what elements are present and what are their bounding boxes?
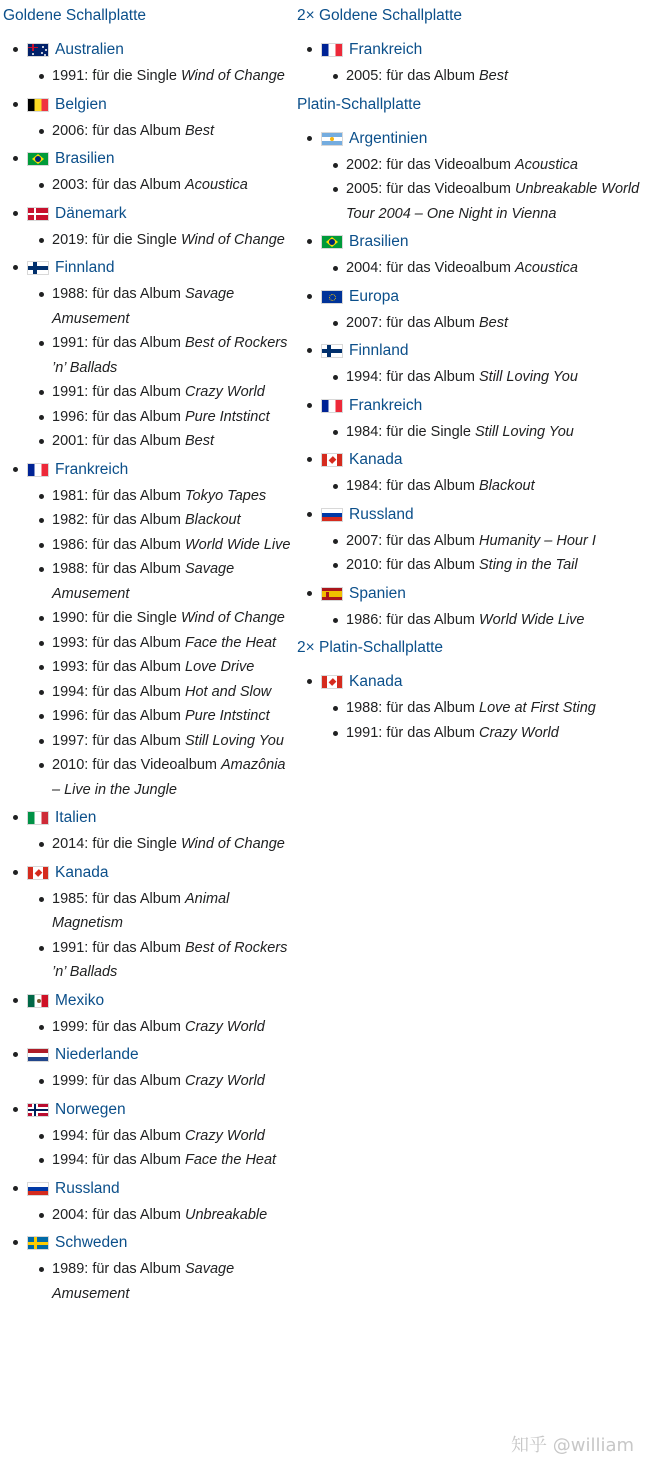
award-item [27, 484, 293, 509]
award-list [321, 474, 658, 499]
award-list [27, 1124, 293, 1173]
award-item [27, 1203, 293, 1228]
award-item [27, 936, 293, 985]
award-prefix: 1984: für die Single [346, 423, 475, 440]
country-list [297, 38, 658, 89]
award-prefix: 1996: für das Album [52, 408, 185, 425]
award-list [27, 173, 293, 198]
award-title: Best [479, 68, 509, 84]
europe-flag-icon [321, 290, 343, 304]
award-item [321, 529, 658, 554]
country-item [297, 670, 658, 745]
award-title: Wind of Change [180, 231, 285, 248]
country-link[interactable] [27, 1098, 293, 1122]
country-item [3, 202, 293, 253]
award-prefix: 1991: für das Album [52, 335, 185, 351]
country-name[interactable]: Russland [349, 505, 414, 523]
award-title: Amazônia – Live in the Jungle [52, 757, 286, 798]
section-heading: Goldene Schallplatte [3, 7, 147, 24]
award-item [27, 729, 293, 754]
country-item [297, 285, 658, 336]
award-prefix: 1986: für das Album [52, 536, 185, 553]
finland-flag-icon [27, 261, 49, 275]
award-title: Sting in the Tail [479, 557, 578, 573]
award-prefix: 1994: für das Album [52, 1152, 185, 1168]
country-link[interactable] [321, 503, 658, 527]
award-item [321, 608, 658, 633]
country-link[interactable] [27, 38, 293, 62]
award-title: Love at First Sting [479, 700, 596, 716]
award-prefix: 1994: für das Album [346, 369, 479, 385]
award-prefix: 1991: für das Album [52, 939, 185, 956]
award-list [321, 153, 658, 227]
award-item [27, 1148, 293, 1173]
country-item [3, 806, 293, 857]
award-prefix: 1990: für die Single [52, 610, 181, 626]
award-prefix: 2019: für die Single [52, 231, 181, 248]
award-item [27, 1069, 293, 1094]
country-link[interactable] [321, 448, 658, 472]
award-list [27, 1069, 293, 1094]
award-title: Crazy World [185, 1018, 265, 1035]
award-item [27, 380, 293, 405]
award-title: Face the Heat [185, 1152, 277, 1168]
country-link[interactable] [321, 285, 658, 309]
country-list [297, 127, 658, 633]
country-link[interactable] [321, 127, 658, 151]
brazil-flag-icon [27, 152, 49, 166]
award-list [27, 1203, 293, 1228]
award-item [27, 655, 293, 680]
award-title: Still Loving You [474, 423, 574, 440]
canada-flag-icon [321, 453, 343, 467]
belgium-flag-icon [27, 98, 49, 112]
country-list [297, 670, 658, 745]
country-name[interactable]: Dänemark [55, 204, 127, 222]
canada-flag-icon [27, 866, 49, 880]
award-list [321, 256, 658, 281]
award-item [27, 887, 293, 936]
award-prefix: 1985: für das Album [52, 890, 185, 907]
spain-flag-icon [321, 587, 343, 601]
country-name[interactable]: Schweden [55, 1234, 128, 1251]
country-item [297, 339, 658, 390]
award-prefix: 1993: für das Album [52, 659, 185, 675]
award-title: Crazy World [185, 1073, 265, 1089]
country-name[interactable]: Mexiko [55, 991, 105, 1009]
country-item [297, 394, 658, 445]
award-item [321, 256, 658, 281]
award-item [27, 557, 293, 606]
award-prefix: 1988: für das Album [52, 286, 185, 302]
section-heading: 2× Platin-Schallplatte [297, 639, 444, 656]
award-prefix: 2004: für das Videoalbum [346, 260, 516, 276]
australia-flag-icon [27, 43, 49, 57]
award-prefix: 2010: für das Album [346, 557, 479, 573]
country-name[interactable]: Argentinien [349, 129, 428, 147]
award-prefix: 1991: für das Album [346, 724, 479, 741]
right-column [297, 0, 658, 749]
country-link[interactable] [27, 861, 293, 885]
award-title: Wind of Change [180, 68, 285, 84]
award-title: Best of Rockers ’n’ Ballads [52, 335, 288, 376]
award-item [321, 474, 658, 499]
country-link[interactable] [321, 339, 658, 363]
award-prefix: 1982: für das Album [52, 512, 185, 528]
country-link[interactable] [27, 1231, 293, 1255]
country-link[interactable] [27, 202, 293, 226]
france-flag-icon [321, 43, 343, 57]
award-list [321, 529, 658, 578]
country-link[interactable] [27, 1177, 293, 1201]
country-name[interactable]: Frankreich [349, 396, 423, 414]
country-name[interactable]: Frankreich [55, 460, 129, 478]
award-prefix: 2007: für das Album [346, 532, 479, 549]
award-title: Crazy World [479, 724, 559, 741]
finland-flag-icon [321, 344, 343, 358]
country-name[interactable]: Frankreich [349, 41, 423, 58]
award-title: Love Drive [185, 659, 255, 675]
award-item [27, 1124, 293, 1149]
award-list [321, 696, 658, 745]
award-title: Humanity – Hour I [479, 532, 596, 549]
country-link[interactable] [27, 458, 293, 482]
award-item [321, 696, 658, 721]
france-flag-icon [321, 399, 343, 413]
award-title: Pure Intstinct [185, 408, 270, 425]
country-name[interactable]: Brasilien [349, 233, 409, 250]
country-link[interactable] [27, 989, 293, 1013]
award-list [27, 484, 293, 803]
award-title: Best of Rockers ’n’ Ballads [52, 939, 288, 980]
award-list [321, 365, 658, 390]
section-heading: Platin-Schallplatte [297, 95, 422, 113]
country-name[interactable]: Kanada [55, 863, 109, 881]
denmark-flag-icon [27, 207, 49, 221]
award-item [27, 832, 293, 857]
award-title: Best [185, 122, 215, 139]
award-prefix: 2003: für das Album [52, 177, 185, 193]
country-name[interactable]: Brasilien [55, 150, 115, 167]
award-prefix: 1988: für das Album [52, 561, 185, 577]
award-prefix: 1988: für das Album [346, 700, 479, 716]
award-title: Pure Intstinct [185, 708, 270, 724]
award-prefix: 2014: für die Single [52, 836, 181, 852]
award-list [27, 1257, 293, 1306]
award-prefix: 1986: für das Album [346, 611, 479, 628]
award-prefix: 2001: für das Album [52, 433, 185, 449]
award-item [321, 311, 658, 336]
country-item [3, 989, 293, 1040]
award-title: World Wide Live [479, 611, 585, 628]
award-title: Wind of Change [180, 610, 285, 626]
country-name[interactable]: Italien [55, 809, 97, 826]
award-list [27, 64, 293, 89]
award-title: Acoustica [185, 177, 248, 193]
award-prefix: 2002: für das Videoalbum [346, 156, 516, 173]
country-name[interactable]: Belgien [55, 95, 107, 113]
award-item [321, 420, 658, 445]
country-name[interactable]: Norwegen [55, 1100, 126, 1118]
country-item [3, 861, 293, 985]
award-title: Blackout [479, 478, 535, 494]
award-prefix: 1989: für das Album [52, 1261, 185, 1277]
award-prefix: 1999: für das Album [52, 1073, 185, 1089]
country-link[interactable] [27, 1043, 293, 1067]
award-title: Hot and Slow [185, 683, 272, 700]
country-item [3, 1098, 293, 1173]
award-prefix: 1981: für das Album [52, 487, 185, 504]
country-name[interactable]: Finnland [55, 259, 115, 276]
award-item [321, 721, 658, 746]
award-title: Still Loving You [185, 732, 284, 749]
award-prefix: 2010: für das Videoalbum [52, 757, 222, 773]
brazil-flag-icon [321, 235, 343, 249]
award-item [321, 365, 658, 390]
award-item [321, 64, 658, 89]
award-title: Savage Amusement [52, 286, 235, 327]
award-prefix: 1996: für das Album [52, 708, 185, 724]
country-item [297, 38, 658, 89]
country-name[interactable]: Kanada [349, 673, 403, 690]
country-link[interactable] [27, 256, 293, 280]
award-prefix: 1994: für das Album [52, 683, 185, 700]
russia-flag-icon [27, 1182, 49, 1196]
country-item [297, 582, 658, 633]
country-item [3, 1043, 293, 1094]
france-flag-icon [27, 463, 49, 477]
award-item [27, 1257, 293, 1306]
award-item [27, 753, 293, 802]
award-prefix: 2006: für das Album [52, 122, 185, 139]
award-prefix: 2005: für das Album [346, 68, 479, 84]
italy-flag-icon [27, 811, 49, 825]
award-item [27, 680, 293, 705]
country-item [3, 458, 293, 803]
award-title: Unbreakable [185, 1206, 268, 1223]
country-item [3, 93, 293, 144]
country-item [297, 503, 658, 578]
country-name[interactable]: Europa [349, 287, 399, 305]
award-list [321, 420, 658, 445]
russia-flag-icon [321, 508, 343, 522]
award-list [321, 64, 658, 89]
award-item [27, 331, 293, 380]
left-column [3, 0, 293, 1310]
netherlands-flag-icon [27, 1048, 49, 1062]
country-item [297, 448, 658, 499]
country-list [3, 38, 293, 1306]
award-item [27, 429, 293, 454]
canada-flag-icon [321, 675, 343, 689]
norway-flag-icon [27, 1103, 49, 1117]
award-list [27, 887, 293, 985]
sweden-flag-icon [27, 1236, 49, 1250]
award-title: Still Loving You [479, 369, 578, 385]
section-heading: 2× Goldene Schallplatte [297, 7, 463, 24]
country-item [3, 256, 293, 454]
award-title: Crazy World [185, 1127, 265, 1144]
country-item [3, 38, 293, 89]
award-list [321, 608, 658, 633]
country-item [297, 127, 658, 227]
country-link[interactable] [321, 394, 658, 418]
award-item [27, 508, 293, 533]
award-item [27, 228, 293, 253]
country-item [3, 147, 293, 198]
award-title: Crazy World [185, 384, 265, 400]
country-name[interactable]: Russland [55, 1179, 120, 1197]
award-title: Savage Amusement [52, 1261, 235, 1302]
award-title: Tokyo Tapes [185, 487, 267, 504]
award-title: Best [479, 314, 509, 331]
award-list [27, 832, 293, 857]
award-title: Acoustica [515, 156, 578, 173]
country-link[interactable] [321, 582, 658, 606]
country-link[interactable] [321, 230, 658, 254]
award-item [321, 153, 658, 178]
award-prefix: 1991: für die Single [52, 68, 181, 84]
award-item [27, 173, 293, 198]
award-prefix: 1993: für das Album [52, 634, 185, 651]
mexico-flag-icon [27, 994, 49, 1008]
country-link[interactable] [27, 147, 293, 171]
country-name[interactable]: Kanada [349, 451, 403, 468]
country-name[interactable]: Australien [55, 41, 124, 58]
argentina-flag-icon [321, 132, 343, 146]
award-item [27, 631, 293, 656]
award-prefix: 1997: für das Album [52, 732, 185, 749]
award-prefix: 1999: für das Album [52, 1018, 185, 1035]
award-title: Savage Amusement [52, 561, 235, 602]
award-list [27, 228, 293, 253]
watermark: 知乎 @william [511, 1435, 635, 1456]
award-title: Wind of Change [180, 836, 285, 852]
award-list [27, 1015, 293, 1040]
award-item [27, 64, 293, 89]
country-name[interactable]: Spanien [349, 584, 406, 602]
award-list [27, 119, 293, 144]
award-item [321, 177, 658, 226]
country-item [3, 1231, 293, 1306]
award-item [27, 606, 293, 631]
award-title: Acoustica [515, 260, 578, 276]
award-title: Blackout [185, 512, 241, 528]
country-link[interactable] [321, 670, 658, 694]
award-list [27, 282, 293, 454]
award-item [321, 553, 658, 578]
country-name[interactable]: Finnland [349, 342, 409, 359]
award-prefix: 2005: für das Videoalbum [346, 181, 516, 197]
award-title: Unbreakable World Tour 2004 – One Night in Vienna [346, 181, 640, 222]
award-item [27, 1015, 293, 1040]
award-title: Best [185, 433, 215, 449]
country-item [3, 1177, 293, 1228]
award-item [27, 282, 293, 331]
country-link[interactable] [321, 38, 658, 62]
country-link[interactable] [27, 806, 293, 830]
award-title: Face the Heat [185, 634, 277, 651]
award-item [27, 533, 293, 558]
award-prefix: 1984: für das Album [346, 478, 479, 494]
award-prefix: 1991: für das Album [52, 384, 185, 400]
country-name[interactable]: Niederlande [55, 1046, 139, 1063]
award-prefix: 2007: für das Album [346, 314, 479, 331]
award-item [27, 704, 293, 729]
country-item [297, 230, 658, 281]
award-item [27, 119, 293, 144]
award-item [27, 405, 293, 430]
award-title: Animal Magnetism [52, 890, 230, 931]
award-list [321, 311, 658, 336]
award-prefix: 1994: für das Album [52, 1127, 185, 1144]
award-prefix: 2004: für das Album [52, 1206, 185, 1223]
award-title: World Wide Live [185, 536, 291, 553]
country-link[interactable] [27, 93, 293, 117]
